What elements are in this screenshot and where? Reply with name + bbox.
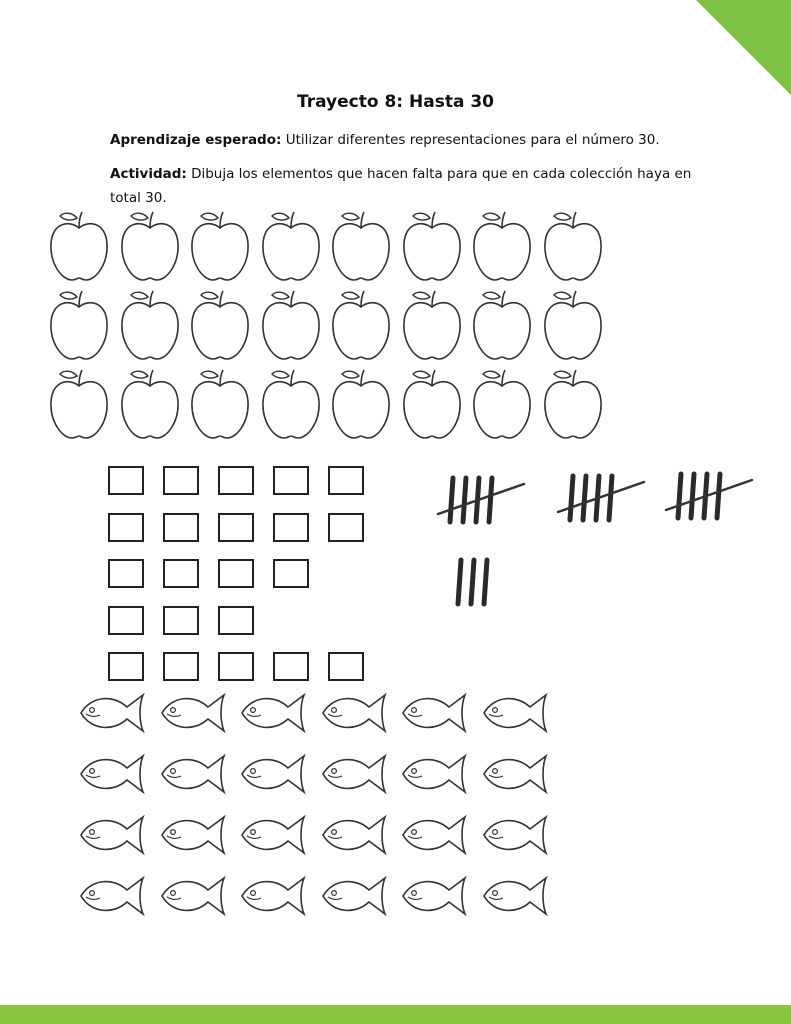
tally-group [444, 552, 540, 616]
fish-icon [77, 812, 149, 858]
tally-mark [717, 474, 720, 518]
square-shape [163, 513, 199, 542]
apple-icon [117, 285, 183, 363]
square-shape [163, 606, 199, 635]
fish-icon [77, 873, 149, 919]
fish-icon [158, 812, 230, 858]
tally-mark [484, 560, 487, 604]
apple-icon [117, 364, 183, 442]
apple-icon [187, 364, 253, 442]
apple-icon [399, 364, 465, 442]
apple-icon [399, 285, 465, 363]
square-shape [163, 559, 199, 588]
tally-mark [609, 476, 612, 520]
square-shape [273, 513, 309, 542]
square-shape [108, 606, 144, 635]
apple-icon [399, 206, 465, 284]
square-shape [273, 559, 309, 588]
apple-icon [258, 206, 324, 284]
square-shape [108, 652, 144, 681]
fish-icon [77, 690, 149, 736]
tally-mark [570, 476, 573, 520]
activity-instruction [110, 162, 710, 210]
square-shape [273, 466, 309, 495]
fish-icon [480, 873, 552, 919]
square-shape [218, 606, 254, 635]
fish-icon [238, 812, 310, 858]
square-shape [163, 466, 199, 495]
square-shape [328, 513, 364, 542]
corner-decoration [696, 0, 791, 95]
tally-group [664, 466, 760, 530]
fish-icon [319, 812, 391, 858]
fish-icon [158, 751, 230, 797]
apple-icon [328, 364, 394, 442]
square-shape [218, 559, 254, 588]
fish-icon [480, 690, 552, 736]
fish-icon [399, 873, 471, 919]
apple-icon [258, 364, 324, 442]
square-shape [108, 466, 144, 495]
page-title: Trayecto 8: Hasta 30 [296, 92, 494, 112]
fish-icon [158, 690, 230, 736]
apple-icon [187, 206, 253, 284]
square-shape [218, 652, 254, 681]
fish-icon [238, 690, 310, 736]
apple-icon [328, 206, 394, 284]
tally-mark [458, 560, 461, 604]
fish-icon [480, 812, 552, 858]
fish-icon [77, 751, 149, 797]
fish-icon [238, 751, 310, 797]
apple-icon [328, 285, 394, 363]
apple-icon [469, 206, 535, 284]
tally-mark [678, 474, 681, 518]
tally-mark [583, 476, 586, 520]
fish-icon [399, 690, 471, 736]
square-shape [218, 466, 254, 495]
apple-icon [540, 364, 606, 442]
tally-mark [489, 478, 492, 522]
tally-mark [691, 474, 694, 518]
square-shape [273, 652, 309, 681]
fish-icon [319, 873, 391, 919]
tally-group [436, 470, 532, 534]
apple-icon [117, 206, 183, 284]
fish-icon [238, 873, 310, 919]
square-shape [218, 513, 254, 542]
tally-mark [450, 478, 453, 522]
apple-icon [187, 285, 253, 363]
apple-icon [540, 206, 606, 284]
apple-icon [258, 285, 324, 363]
apple-icon [46, 285, 112, 363]
bottom-bar [0, 1005, 791, 1024]
learning-text: Utilizar diferentes representaciones para el número 30. [281, 132, 660, 148]
fish-icon [399, 751, 471, 797]
apple-icon [540, 285, 606, 363]
fish-icon [158, 873, 230, 919]
square-shape [108, 559, 144, 588]
apple-icon [46, 206, 112, 284]
fish-icon [319, 690, 391, 736]
square-shape [328, 652, 364, 681]
learning-label: Aprendizaje esperado: [110, 132, 282, 148]
tally-mark [463, 478, 466, 522]
activity-label: Actividad: [110, 166, 187, 182]
tally-group [556, 468, 652, 532]
fish-icon [480, 751, 552, 797]
apple-icon [469, 364, 535, 442]
square-shape [328, 466, 364, 495]
square-shape [163, 652, 199, 681]
apple-icon [46, 364, 112, 442]
fish-icon [319, 751, 391, 797]
tally-mark [471, 560, 474, 604]
fish-icon [399, 812, 471, 858]
learning-objective [110, 128, 710, 152]
activity-text: Dibuja los elementos que hacen falta para que en cada colección haya en total 30. [110, 166, 692, 206]
square-shape [108, 513, 144, 542]
apple-icon [469, 285, 535, 363]
